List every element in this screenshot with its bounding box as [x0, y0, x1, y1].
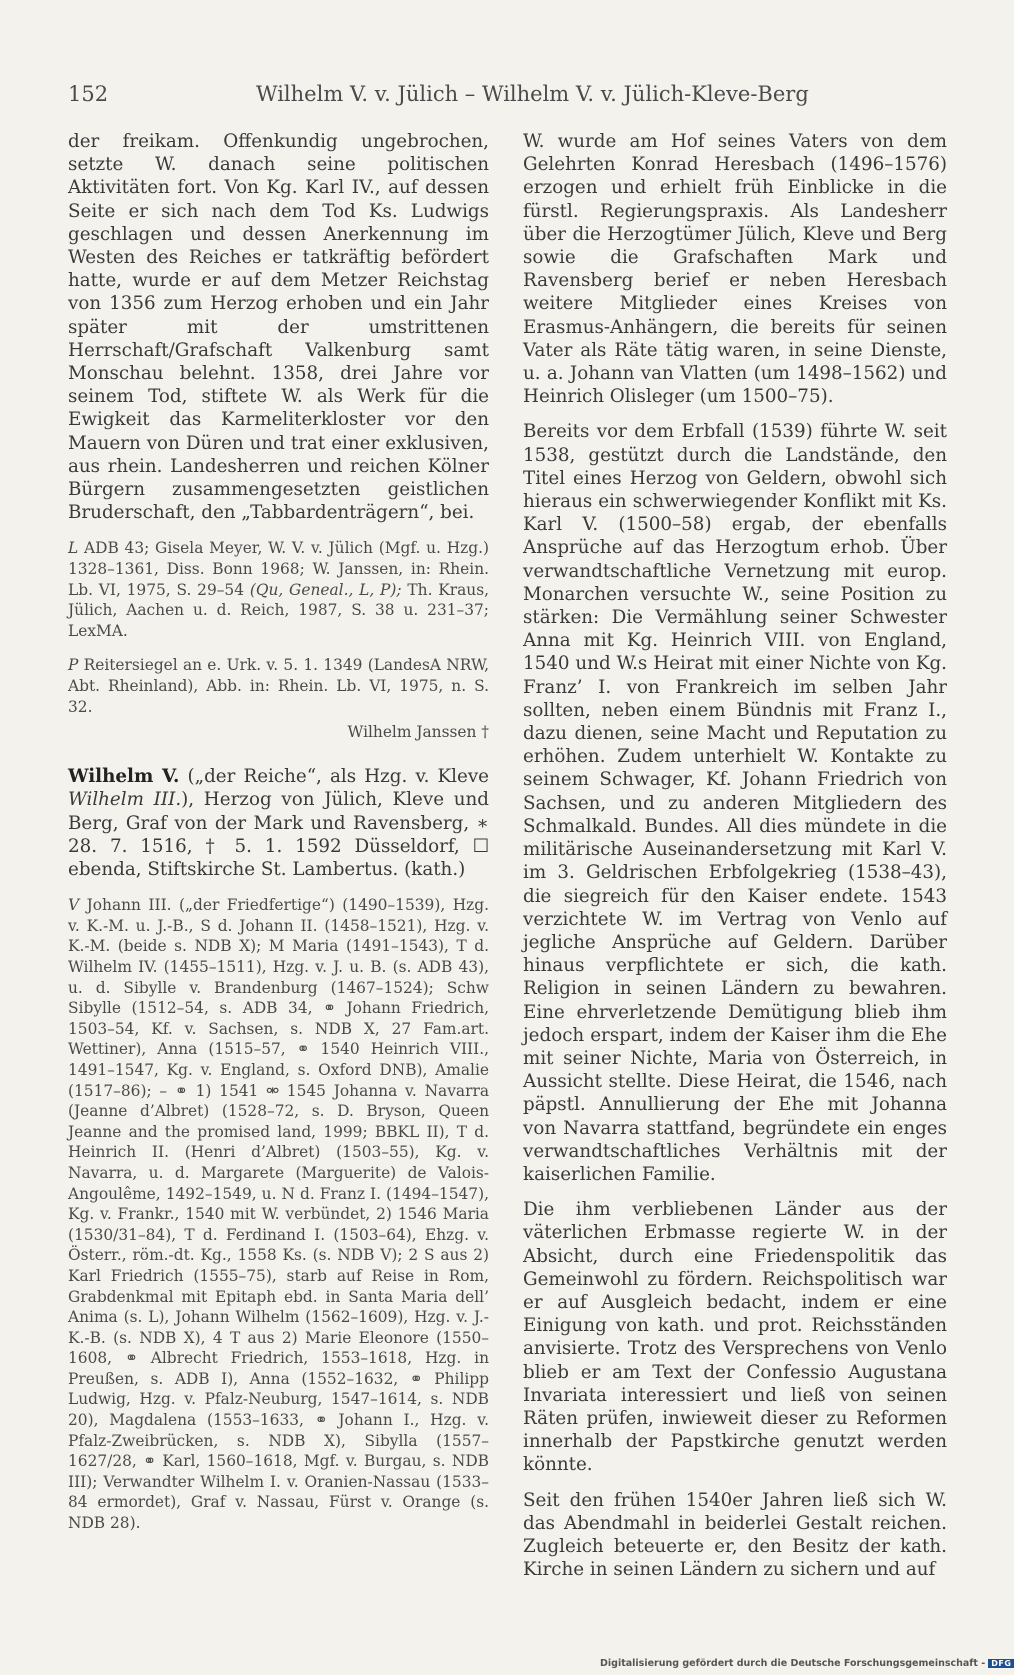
digitization-footer [600, 1658, 1012, 1672]
literature-label: L [68, 539, 79, 558]
literature-text-2: Th. Kraus, Jülich, Aachen u. d. Reich, 1987, S. 38 u. 231–37; LexMA. [68, 580, 489, 640]
entry-name: Wilhelm V. [68, 766, 180, 788]
page-number: 152 [68, 82, 109, 106]
literature-text: ADB 43; Gisela Meyer, W. V. v. Jülich (Mgf. u. Hzg.) 1328–1361, Diss. Bonn 1968; W. Janssen, in: Rhein. Lb. VI, 1975, S. 29–54 [68, 539, 489, 599]
literature-italic: (Qu, Geneal., L, P); [249, 580, 402, 599]
genealogy-label: V [68, 896, 80, 915]
right-paragraph-3: Die ihm verbliebenen Länder aus der väterlichen Erbmasse regierte W. in der Absicht, durch eine Friedenspolitik das Gemeinwohl zu fördern. Reichspolitisch war er auf Ausgleich bedacht, indem er eine Einigung von kath. und prot. Reichsständen anvisierte. Trotz des Versprechens von Venlo blieb er am Text der Confessio Augustana Invariata interessiert und ließ von seinen Räten prüfen, inwieweit dieser zu Reformen innerhalb der Papstkirche genutzt werden könnte. [523, 1199, 947, 1476]
portrait-note [68, 655, 489, 717]
running-title: Wilhelm V. v. Jülich – Wilhelm V. v. Jülich-Kleve-Berg [256, 82, 809, 106]
left-column [68, 130, 489, 1534]
right-paragraph-2: Bereits vor dem Erbfall (1539) führte W. seit 1538, gestützt durch die Landstände, den Titel eines Herzog von Geldern, obwohl sich hieraus ein schwerwiegender Konflikt mit Ks. Karl V. (1500–58) ergab, der ebenfalls Ansprüche auf das Herzogtum erhob. Über verwandtschaftliche Vernetzung mit europ. Monarchen versuchte W., seine Position zu stärken: Die Vermählung seiner Schwester Anna mit Kg. Heinrich VIII. von England, 1540 und W.s Heirat mit einer Nichte von Kg. Franz’ I. von Frankreich im selben Jahr sollten, neben einem Bündnis mit Franz I., dazu dienen, seine Macht und Reputation zu erhöhen. Zudem unterhielt W. Kontakte zu seinem Schwager, Kf. Johann Friedrich von Sachsen, und zu anderen Mitgliedern des Schmalkald. Bundes. All dies mündete in die militärische Auseinandersetzung mit Karl V. im 3. Geldrischen Erbfolgekrieg (1538–43), die siegreich für den Kaiser endete. 1543 verzichtete W. im Vertrag von Venlo auf jegliche Ansprüche auf Geldern. Darüber hinaus verpflichtete er sich, die kath. Religion in seinen Ländern zu bewahren. Eine ehrverletzende Demütigung blieb ihm jedoch erspart, indem der Kaiser ihm die Ehe mit seiner Nichte, Maria von Österreich, in Aussicht stellte. Diese Heirat, die 1546, nach päpstl. Annullierung der Ehe mit Johanna von Navarra stattfand, begründete ein enges verwandtschaftliches Verhältnis mit der kaiserlichen Familie. [523, 421, 947, 1185]
portrait-text: Reitersiegel an e. Urk. v. 5. 1. 1349 (LandesA NRW, Abt. Rheinland), Abb. in: Rhein. Lb. VI, 1975, n. S. 32. [68, 656, 489, 716]
page-header [68, 82, 809, 112]
entry-after-name: („der Reiche“, als Hzg. v. Kleve [187, 766, 489, 788]
entry-rest: ), Herzog von Jülich, Kleve und Berg, Graf von der Mark und Ravensberg, ∗ 28. 7. 1516, † 5. 1. 1592 Düsseldorf, ☐ ebenda, Stiftskirche St. Lambertus. (kath.) [68, 789, 489, 881]
right-column [523, 130, 947, 1581]
dfg-logo: DFG [988, 1659, 1014, 1668]
left-paragraph-1: der freikam. Offenkundig ungebrochen, setzte W. danach seine politischen Aktivitäten fort. Von Kg. Karl IV., auf dessen Seite er sich nach dem Tod Ks. Ludwigs geschlagen und dessen Anerkennung im Westen des Reiches er tatkräftig befördert hatte, wurde er auf dem Metzer Reichstag von 1356 zum Herzog erhoben und ein Jahr später mit der umstrittenen Herrschaft/Grafschaft Valkenburg samt Monschau belehnt. 1358, drei Jahre vor seinem Tod, stiftete W. als Werk für die Ewigkeit das Karmeliterkloster vor den Mauern von Düren und trat einer exklusiven, aus rhein. Landesherren und reichen Kölner Bürgern zusammengesetzten geistlichen Bruderschaft, den „Tabbardenträgern“, bei. [68, 131, 489, 524]
entry-heading [68, 765, 489, 881]
footer-text: Digitalisierung gefördert durch die Deutsche Forschungsgemeinschaft - [600, 1658, 986, 1669]
right-paragraph-1: W. wurde am Hof seines Vaters von dem Gelehrten Konrad Heresbach (1496–1576) erzogen und erhielt früh Einblicke in die fürstl. Regierungspraxis. Als Landesherr über die Herzogtümer Jülich, Kleve und Berg sowie die Grafschaften Mark und Ravensberg berief er neben Heresbach weitere Mitglieder eines Kreises von Erasmus-Anhängern, die bereits für seinen Vater als Räte tätig waren, in seine Dienste, u. a. Johann van Vlatten (um 1498–1562) und Heinrich Olisleger (um 1500–75). [523, 131, 947, 408]
genealogy-text: Johann III. („der Friedfertige“) (1490–1539), Hzg. v. K.-M. u. J.-B., S d. Johann II. (1458–1521), Hzg. v. K.-M. (beide s. NDB X); M Maria (1491–1543), T d. Wilhelm IV. (1455–1511), Hzg. v. J. u. B. (s. ADB 43), u. d. Sibylle v. Brandenburg (1467–1524); Schw Sibylle (1512–54, s. ADB 34, ⚭ Johann Friedrich, 1503–54, Kf. v. Sachsen, s. NDB X, 27 Fam.art. Wettiner), Anna (1515–57, ⚭ 1540 Heinrich VIII., 1491–1547, Kg. v. England, s. Oxford DNB), Amalie (1517–86); – ⚭ 1) 1541 ⚮ 1545 Johanna v. Navarra (Jeanne d’Albret) (1528–72, s. D. Bryson, Queen Jeanne and the promised land, 1999; BBKL II), T d. Heinrich II. (Henri d’Albret) (1503–55), Kg. v. Navarra, u. d. Margarete (Marguerite) de Valois-Angoulême, 1492–1549, u. N d. Franz I. (1494–1547), Kg. v. Frankr., 1540 mit W. verbündet, 2) 1546 Maria (1530/31–84), T d. Ferdinand I. (1503–64), Ehzg. v. Österr., röm.-dt. Kg., 1558 Ks. (s. NDB V); 2 S aus 2) Karl Friedrich (1555–75), starb auf Reise in Rom, Grabdenkmal mit Epitaph ebd. in Santa Maria dell’ Anima (s. L), Johann Wilhelm (1562–1609), Hzg. v. J.-K.-B. (s. NDB X), 4 T aus 2) Marie Eleonore (1550–1608, ⚭ Albrecht Friedrich, 1553–1618, Hzg. in Preußen, s. ADB I), Anna (1552–1632, ⚭ Philipp Ludwig, Hzg. v. Pfalz-Neuburg, 1547–1614, s. NDB 20), Magdalena (1553–1633, ⚭ Johann I., Hzg. v. Pfalz-Zweibrücken, s. NDB X), Sibylla (1557–1627/28, ⚭ Karl, 1560–1618, Mgf. v. Burgau, s. NDB III); Verwandter Wilhelm I. v. Oranien-Nassau (1533–84 ermordet), Graf v. Nassau, Fürst v. Orange (s. NDB 28). [68, 896, 489, 1533]
genealogy-note [68, 895, 489, 1533]
literature-note [68, 538, 489, 641]
author-signature: Wilhelm Janssen † [347, 723, 489, 742]
entry-italic-name: Wilhelm III. [68, 789, 182, 811]
right-paragraph-4: Seit den frühen 1540er Jahren ließ sich W. das Abendmahl in beiderlei Gestalt reichen. Zugleich beteuerte er, den Besitz der kath. Kirche in seinen Ländern zu sichern und auf [523, 1489, 947, 1581]
portrait-label: P [68, 656, 79, 675]
